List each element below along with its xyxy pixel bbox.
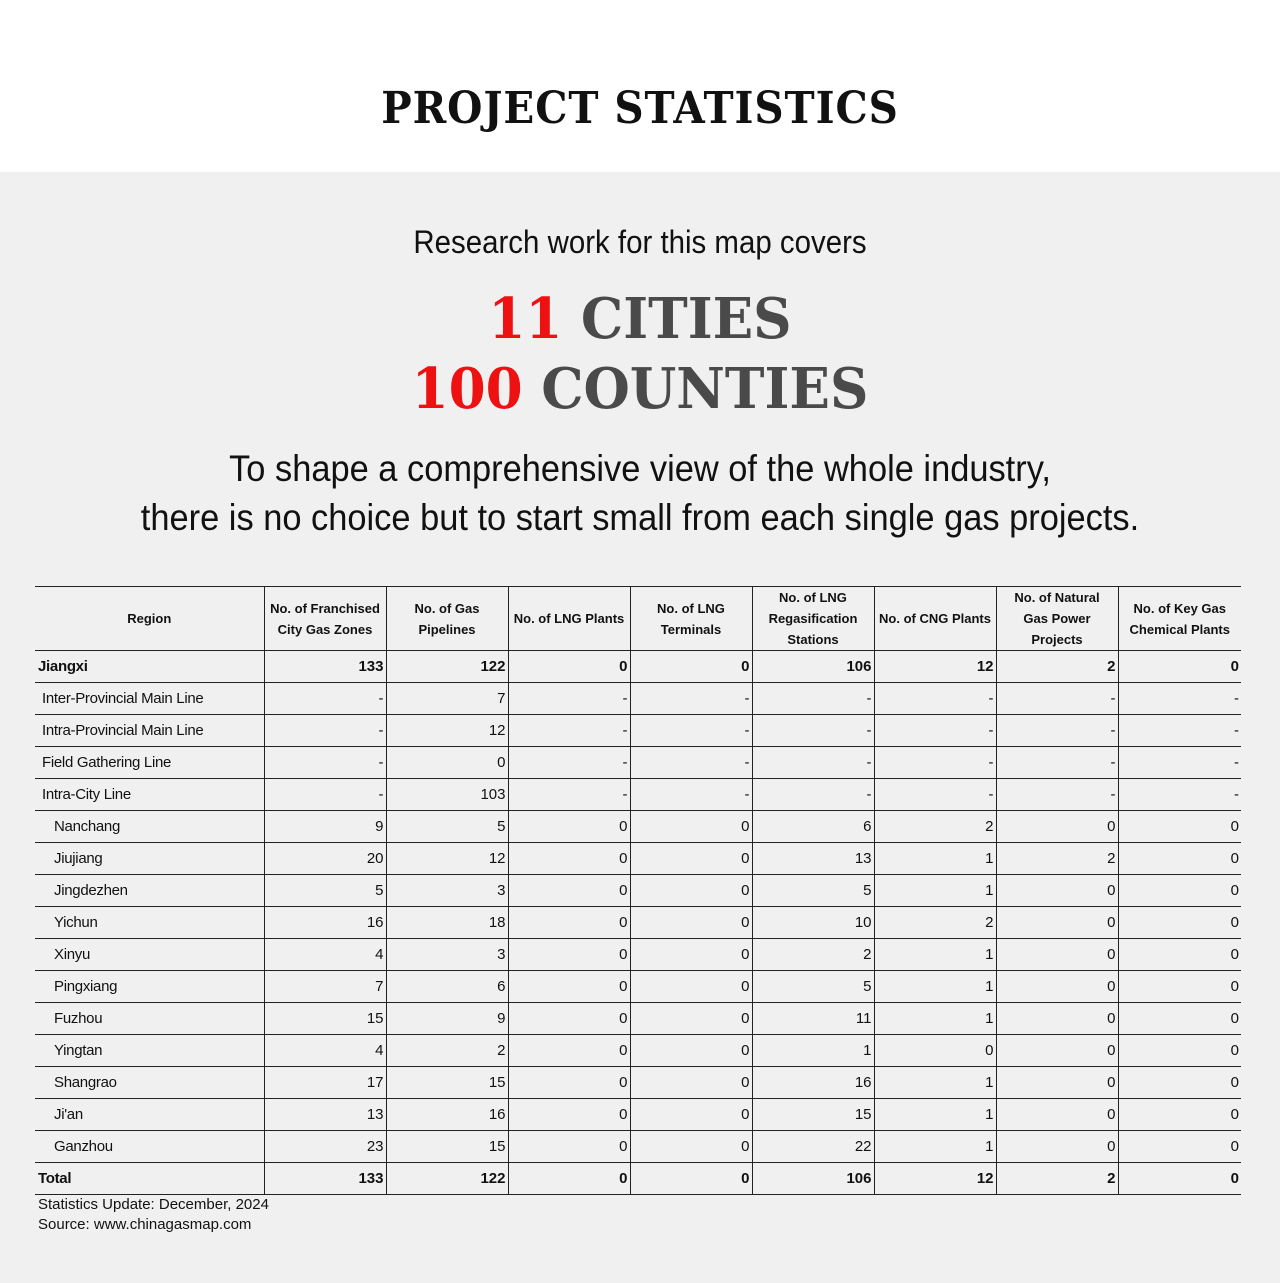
value-cell: 106 [752, 1163, 874, 1195]
value-cell: 12 [386, 715, 508, 747]
value-cell: 1 [874, 1131, 996, 1163]
value-cell: 0 [630, 1067, 752, 1099]
value-cell: 3 [386, 939, 508, 971]
value-cell: - [1118, 683, 1241, 715]
table-row [35, 1003, 1241, 1035]
value-cell: - [874, 715, 996, 747]
tagline-line-2: there is no choice but to start small from each single gas projects. [140, 497, 1140, 538]
value-cell: 15 [386, 1131, 508, 1163]
region-cell: Yingtan [35, 1035, 264, 1067]
value-cell: 0 [1118, 651, 1241, 683]
column-header-power-projects: No. of Natural Gas Power Projects [996, 587, 1118, 651]
table-row [35, 747, 1241, 779]
value-cell: 0 [630, 1131, 752, 1163]
value-cell: 0 [1118, 1131, 1241, 1163]
value-cell: 1 [874, 939, 996, 971]
value-cell: 18 [386, 907, 508, 939]
column-header-lng-plants: No. of LNG Plants [508, 587, 630, 651]
value-cell: 106 [752, 651, 874, 683]
statistics-table [35, 586, 1241, 1195]
value-cell: 0 [508, 811, 630, 843]
table-row [35, 715, 1241, 747]
value-cell: - [264, 683, 386, 715]
value-cell: 3 [386, 875, 508, 907]
region-cell: Ji'an [35, 1099, 264, 1131]
value-cell: 15 [264, 1003, 386, 1035]
region-cell: Inter-Provincial Main Line [35, 683, 264, 715]
column-header-lng-regasification-stations: No. of LNG Regasification Stations [752, 587, 874, 651]
region-cell: Ganzhou [35, 1131, 264, 1163]
value-cell: 0 [508, 1099, 630, 1131]
column-header-chemical-plants: No. of Key Gas Chemical Plants [1118, 587, 1241, 651]
value-cell: 0 [630, 1099, 752, 1131]
value-cell: 1 [874, 875, 996, 907]
value-cell: 0 [996, 1099, 1118, 1131]
region-cell: Total [35, 1163, 264, 1195]
value-cell: 16 [264, 907, 386, 939]
value-cell: 6 [752, 811, 874, 843]
value-cell: 0 [630, 843, 752, 875]
value-cell: 1 [874, 971, 996, 1003]
intro-text: Research work for this map covers [413, 224, 867, 260]
value-cell: 0 [996, 939, 1118, 971]
value-cell: 133 [264, 651, 386, 683]
table-row [35, 1067, 1241, 1099]
tagline-line-1: To shape a comprehensive view of the whole industry, [229, 448, 1051, 489]
value-cell: 133 [264, 1163, 386, 1195]
value-cell: 0 [508, 1163, 630, 1195]
table-row [35, 779, 1241, 811]
footnote [38, 1195, 269, 1235]
value-cell: - [752, 715, 874, 747]
value-cell: 0 [630, 651, 752, 683]
value-cell: 0 [996, 971, 1118, 1003]
value-cell: 1 [874, 1003, 996, 1035]
counties-count: 100 [411, 356, 523, 422]
value-cell: 1 [874, 1067, 996, 1099]
column-header-cng-plants: No. of CNG Plants [874, 587, 996, 651]
value-cell: 6 [386, 971, 508, 1003]
table-row [35, 683, 1241, 715]
table-row [35, 651, 1241, 683]
value-cell: 2 [386, 1035, 508, 1067]
value-cell: - [1118, 715, 1241, 747]
value-cell: - [264, 715, 386, 747]
value-cell: 16 [752, 1067, 874, 1099]
table-header-row [35, 587, 1241, 651]
value-cell: 122 [386, 651, 508, 683]
value-cell: 7 [386, 683, 508, 715]
value-cell: 1 [874, 1099, 996, 1131]
table-row [35, 1035, 1241, 1067]
value-cell: 2 [996, 651, 1118, 683]
value-cell: 0 [996, 907, 1118, 939]
value-cell: 15 [752, 1099, 874, 1131]
column-header-city-gas-zones: No. of Franchised City Gas Zones [264, 587, 386, 651]
value-cell: - [874, 683, 996, 715]
value-cell: 12 [874, 651, 996, 683]
value-cell: - [508, 715, 630, 747]
value-cell: 2 [996, 1163, 1118, 1195]
value-cell: 2 [874, 907, 996, 939]
column-header-region: Region [35, 587, 264, 651]
value-cell: 0 [508, 1035, 630, 1067]
value-cell: 2 [874, 811, 996, 843]
value-cell: 0 [1118, 843, 1241, 875]
counties-stat [32, 354, 1248, 424]
value-cell: 0 [508, 875, 630, 907]
value-cell: 2 [752, 939, 874, 971]
table-body [35, 651, 1241, 1195]
column-header-gas-pipelines: No. of Gas Pipelines [386, 587, 508, 651]
value-cell: - [752, 747, 874, 779]
value-cell: 0 [1118, 1099, 1241, 1131]
region-cell: Nanchang [35, 811, 264, 843]
value-cell: 0 [1118, 875, 1241, 907]
region-cell: Intra-City Line [35, 779, 264, 811]
value-cell: - [996, 715, 1118, 747]
value-cell: 0 [508, 939, 630, 971]
value-cell: 2 [996, 843, 1118, 875]
value-cell: 0 [508, 651, 630, 683]
counties-label: COUNTIES [541, 356, 869, 422]
value-cell: 0 [508, 1003, 630, 1035]
value-cell: 103 [386, 779, 508, 811]
value-cell: 0 [996, 1131, 1118, 1163]
value-cell: 0 [1118, 1163, 1241, 1195]
value-cell: 23 [264, 1131, 386, 1163]
table-row [35, 1131, 1241, 1163]
column-header-lng-terminals: No. of LNG Terminals [630, 587, 752, 651]
table-row [35, 939, 1241, 971]
table-row [35, 843, 1241, 875]
value-cell: 0 [996, 811, 1118, 843]
value-cell: - [264, 747, 386, 779]
value-cell: 0 [1118, 1003, 1241, 1035]
region-cell: Field Gathering Line [35, 747, 264, 779]
region-cell: Jiujiang [35, 843, 264, 875]
value-cell: 5 [752, 875, 874, 907]
table-row [35, 907, 1241, 939]
value-cell: 0 [508, 971, 630, 1003]
value-cell: - [630, 683, 752, 715]
region-cell: Yichun [35, 907, 264, 939]
value-cell: 0 [630, 1035, 752, 1067]
value-cell: 0 [1118, 1067, 1241, 1099]
value-cell: 9 [386, 1003, 508, 1035]
value-cell: 0 [630, 939, 752, 971]
value-cell: 0 [1118, 907, 1241, 939]
value-cell: 9 [264, 811, 386, 843]
tagline [45, 444, 1235, 542]
value-cell: 0 [630, 1003, 752, 1035]
region-cell: Intra-Provincial Main Line [35, 715, 264, 747]
value-cell: 0 [1118, 811, 1241, 843]
value-cell: - [874, 779, 996, 811]
value-cell: 15 [386, 1067, 508, 1099]
value-cell: 12 [386, 843, 508, 875]
value-cell: - [752, 683, 874, 715]
value-cell: 11 [752, 1003, 874, 1035]
region-cell: Shangrao [35, 1067, 264, 1099]
value-cell: - [1118, 779, 1241, 811]
table-row [35, 1163, 1241, 1195]
value-cell: 1 [752, 1035, 874, 1067]
value-cell: 122 [386, 1163, 508, 1195]
value-cell: - [630, 779, 752, 811]
value-cell: 13 [264, 1099, 386, 1131]
table-row [35, 811, 1241, 843]
value-cell: - [630, 747, 752, 779]
value-cell: 0 [630, 1163, 752, 1195]
value-cell: 1 [874, 843, 996, 875]
value-cell: 0 [996, 875, 1118, 907]
value-cell: 20 [264, 843, 386, 875]
cities-stat [32, 284, 1248, 354]
value-cell: - [508, 683, 630, 715]
cities-label: CITIES [580, 286, 792, 352]
value-cell: 0 [630, 811, 752, 843]
value-cell: 0 [630, 907, 752, 939]
table-row [35, 1099, 1241, 1131]
value-cell: 0 [874, 1035, 996, 1067]
region-cell: Pingxiang [35, 971, 264, 1003]
value-cell: 0 [1118, 939, 1241, 971]
header-band [0, 0, 1280, 172]
value-cell: 5 [264, 875, 386, 907]
value-cell: 10 [752, 907, 874, 939]
statistics-update-note: Statistics Update: December, 2024 [38, 1196, 269, 1213]
value-cell: 0 [386, 747, 508, 779]
value-cell: - [996, 747, 1118, 779]
value-cell: 16 [386, 1099, 508, 1131]
value-cell: - [264, 779, 386, 811]
region-cell: Xinyu [35, 939, 264, 971]
region-cell: Jiangxi [35, 651, 264, 683]
value-cell: - [874, 747, 996, 779]
cities-count: 11 [488, 286, 563, 352]
value-cell: 22 [752, 1131, 874, 1163]
value-cell: - [996, 779, 1118, 811]
page-title: PROJECT STATISTICS [381, 83, 899, 134]
source-note: Source: www.chinagasmap.com [38, 1216, 252, 1233]
value-cell: 0 [996, 1035, 1118, 1067]
value-cell: 0 [508, 843, 630, 875]
value-cell: - [508, 779, 630, 811]
value-cell: 0 [508, 907, 630, 939]
value-cell: 4 [264, 939, 386, 971]
value-cell: - [630, 715, 752, 747]
region-cell: Fuzhou [35, 1003, 264, 1035]
value-cell: 0 [1118, 1035, 1241, 1067]
value-cell: - [1118, 747, 1241, 779]
value-cell: 0 [630, 971, 752, 1003]
value-cell: 5 [386, 811, 508, 843]
value-cell: - [508, 747, 630, 779]
value-cell: 12 [874, 1163, 996, 1195]
value-cell: 13 [752, 843, 874, 875]
value-cell: 17 [264, 1067, 386, 1099]
value-cell: 0 [508, 1067, 630, 1099]
value-cell: 7 [264, 971, 386, 1003]
table-row [35, 971, 1241, 1003]
value-cell: 0 [508, 1131, 630, 1163]
value-cell: - [996, 683, 1118, 715]
region-cell: Jingdezhen [35, 875, 264, 907]
value-cell: 0 [1118, 971, 1241, 1003]
value-cell: - [752, 779, 874, 811]
table-row [35, 875, 1241, 907]
value-cell: 0 [996, 1003, 1118, 1035]
value-cell: 5 [752, 971, 874, 1003]
value-cell: 0 [630, 875, 752, 907]
value-cell: 0 [996, 1067, 1118, 1099]
value-cell: 4 [264, 1035, 386, 1067]
